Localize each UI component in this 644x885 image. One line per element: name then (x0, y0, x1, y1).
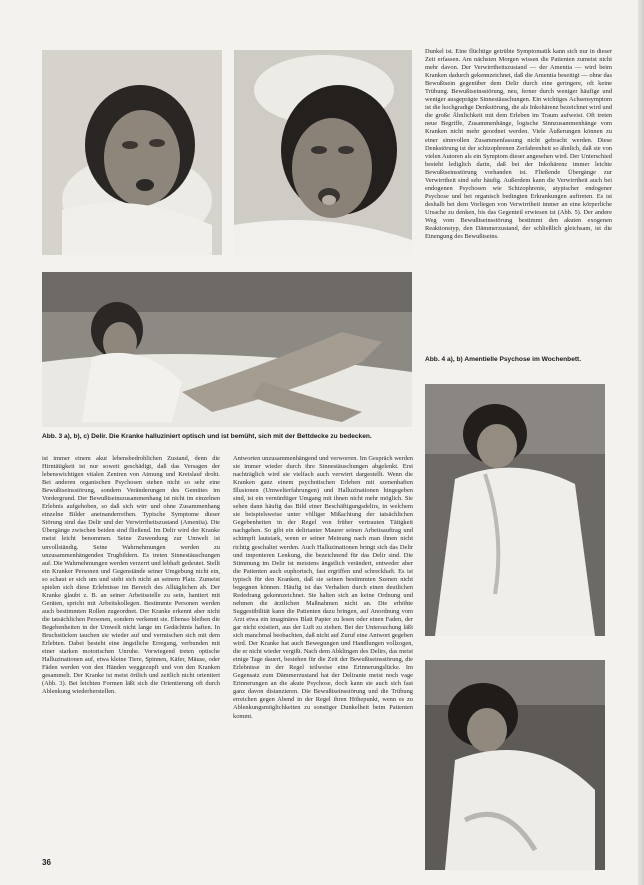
figure-3-caption: Abb. 3 a), b), c) Delir. Die Kranke halluziniert optisch und ist bemüht, sich mit der Bettdecke zu bedecken. (42, 433, 372, 440)
page-number: 36 (42, 858, 51, 867)
left-column-text: ist immer einem akut lebensbedrohlichen Zustand, denn die Hirntätigkeit ist nur soweit geschädigt, daß das Versagen der lebenswichtigen vitalen Zentren von Atmung und Kreislauf droht. Bei anderen organischen Psychosen stehen nicht so sehr eine Bewußtseinsstörung, sondern Veränderungen des Gemütes im Vordergrund. Der Bewußtseinszusammenhang ist nicht im einzelnen Erlebnis aufgehoben, so daß sich wirr und ohne Zusammenhang einzelne Bilder aneinanderreihen. Typische Symptome dieser Störung sind das Delir und der Verwirrtheitszustand (Amentia). Die Übergänge zwischen beiden sind fließend. Im Delir wird der Kranke meist leicht benommen. Seine Zuwendung zur Umwelt ist unvollständig. Seine Wahrnehmungen werden zu unzusammenhängenden Trugbildern. Es treten Sinnestäuschungen auf. Die Wahrnehmungen werden verzerrt und lebhaft gedeutet. Stellt ein Kranker Personen und Gegenstände seiner Umgebung nicht ein, so schaut er sich um und sieht sich nicht an seinem Platz. Zumeist spielen sich diese Erlebnisse im Bereich des Alltäglichen ab. Der Kranke glaubt z. B. an seiner Arbeitsstelle zu sein, hantiert mit Geräten, spricht mit Arbeitskollegen. Bestimmte Personen werden auch bestimmten Rollen zugeordnet. Der Kranke erkennt aber nicht die tatsächlichen Personen, sondern verkennt sie. Ebenso bleiben die Begebenheiten in der Umwelt nicht lange im Gedächtnis haften. In Bruchstücken tauchen sie wieder auf und vermischen sich mit dem Erlebten. Dabei besteht eine ängstliche Erregung, verbunden mit einer starken motorischen Unruhe. Vorwiegend treten optische Halluzinationen auf, etwa kleine Tiere, Spinnen, Käfer, Mäuse, oder Fäden werden von den Händen weggezupft und von den Kranken gesammelt. Der Kranke ist meist örtlich und zeitlich nicht orientiert (Abb. 3). Bei leichten Formen läßt sich die Orientierung oft durch Ablenkung wiederherstellen. (42, 455, 220, 696)
photo-patient-tongue (234, 50, 412, 255)
photo-woman-leaning (425, 660, 605, 870)
photo-woman-with-blanket (425, 384, 605, 636)
photo-patient-head (42, 50, 222, 255)
photo-patient-in-bed (42, 272, 412, 427)
figure-4-caption: Abb. 4 a), b) Amentielle Psychose im Wochenbett. (425, 356, 582, 363)
right-column-text: Dunkel ist. Eine flüchtige getrübte Symptomatik kann sich nur in dieser Zeit erfassen. Am nächsten Morgen wissen die Patienten zumeist nicht mehr davon. Der Verwirrtheitszustand — der Amentia — wird beim Kranken dadurch gekennzeichnet, daß die Amentia beseitigt — ohne das Bewußtsein gegenüber dem Delir durch eine geringere, oft keine Trübung. Bewußtseinsstörung, neu, ferner durch weniger häufige und weniger ausgeprägte Sinnestäuschungen. Ein wichtiges Achsensymptom ist die hochgradige Denkstörung, die als Inkohärenz bezeichnet wird und die große Ähnlichkeit mit dem Erleben im Traum aufweist. Oft treten neue Begriffe, Zusammenhänge, logische Sinnzusammenhänge vom Kranken nicht mehr geordnet werden. Viele Äußerungen können zu einer sinnvollen Zusammenfassung nicht gebracht werden. Diese Denkstörung ist der schizophrenen Zerfahrenheit so ähnlich, daß sie von vielen Autoren als ein Symptom dieser angesehen wird. Der Unterschied besteht lediglich darin, daß bei der Inkohärenz immer leichte Bewußtseinsstörung vorhanden ist. Fließende Übergänge zur Verwirrtheit sind sehr häufig. Außerdem kann die Verwirrtheit auch bei endogenen Psychosen wie Schizophrenie, atypischer endogener Psychose und bei organisch bedingten Erkrankungen auftreten. Es ist deshalb bei dem Vorliegen von Verwirrtheit immer an eine körperliche Ursache zu denken, bis das Gegenteil erwiesen ist (Abb. 5). Der andere Weg vom Bewußtseinsstörung bestimmt den akuten exogenen Reaktionstyp, den Dämmerzustand, der schließlich gleichsam, ist die Einengung des Bewußtseins. (425, 48, 612, 241)
middle-column-text: Antworten unzusammenhängend und verworren. Im Gespräch werden sie immer wieder durch ihre Sinnestäuschungen abgelenkt. Erst nachträglich wird sie vielfach auch verwirrt dargestellt. Wenn die Kranken ganz einem psychotischen Erleben mit szenenhaften Illusionen (Umwelterfahrungen) und Halluzinationen hingegeben sind, ist ein vernünftiger Umgang mit ihnen nicht mehr möglich. Sie sehen dann häufig das Bild einer Beschäftigungsdelirs, in welchem sie beispielsweise unter völliger Mißachtung der tatsächlichen Gegebenheiten in der Regel von früher vertrauten Tätigkeit nachgehen. So gibt ein delirianter Maurer seinen Arbeitsauftrag und schimpft lautstark, wenn er seiner Meinung nach man ihnen nicht richtig geschaltet werden. Auch Halluzinationen bringt sich das Delir und imponieren Lenkung, die bezeichnend für das Delir sind. Die Stimmung im Delir ist meistens ängstlich verändert, entweder aber die Patienten auch euphorisch, fast ergriffen und schreckhaft. Es ist typisch für den Kranken, daß sie seinen bestimmten Szenen nicht begegnen können. Häufig ist das Verhalten durch einen deutlichen Rededrang gekennzeichnet. Sie halten sich an keine Ordnung und nehmen die ärztlichen Maßnahmen nicht an. Die erhöhte Suggestibilität kann die Patienten dazu bringen, auf Anordnung vom Arzt etwa ein imaginäres Blatt Papier zu lesen oder einen Faden, der gar nicht existiert, aus der Luft zu ziehen. Bei der Untersuchung läßt sich manchmal beobachten, daß nicht auf Zuruf eine Antwort gegeben wird. Der Kranke hat auch Bewegungen und Handlungen vollzogen, die er nicht wieder vergißt. Nach dem Abklingen des Delirs, das meist einige Tage dauert, bestehen für die Zeit der Bewußtseinsstörung, die Erlebnisse in der Regel teilweise eine Erinnerungslücke. Im Gegensatz zum Dämmerzustand hat der Delirante meist noch vage Erinnerungen an die akute Psychose, doch kann sie auch sich fast ganz davon distanzieren. Die Bewußtseinsstörung und die Trübung erreichen gegen Abend in der Regel ihren Höhepunkt, wenn es zu Ablenkungsmöglichkeiten zu sonstiger Dunkelheit beim Patienten kommt. (233, 455, 413, 720)
page-edge-shadow (638, 0, 644, 885)
